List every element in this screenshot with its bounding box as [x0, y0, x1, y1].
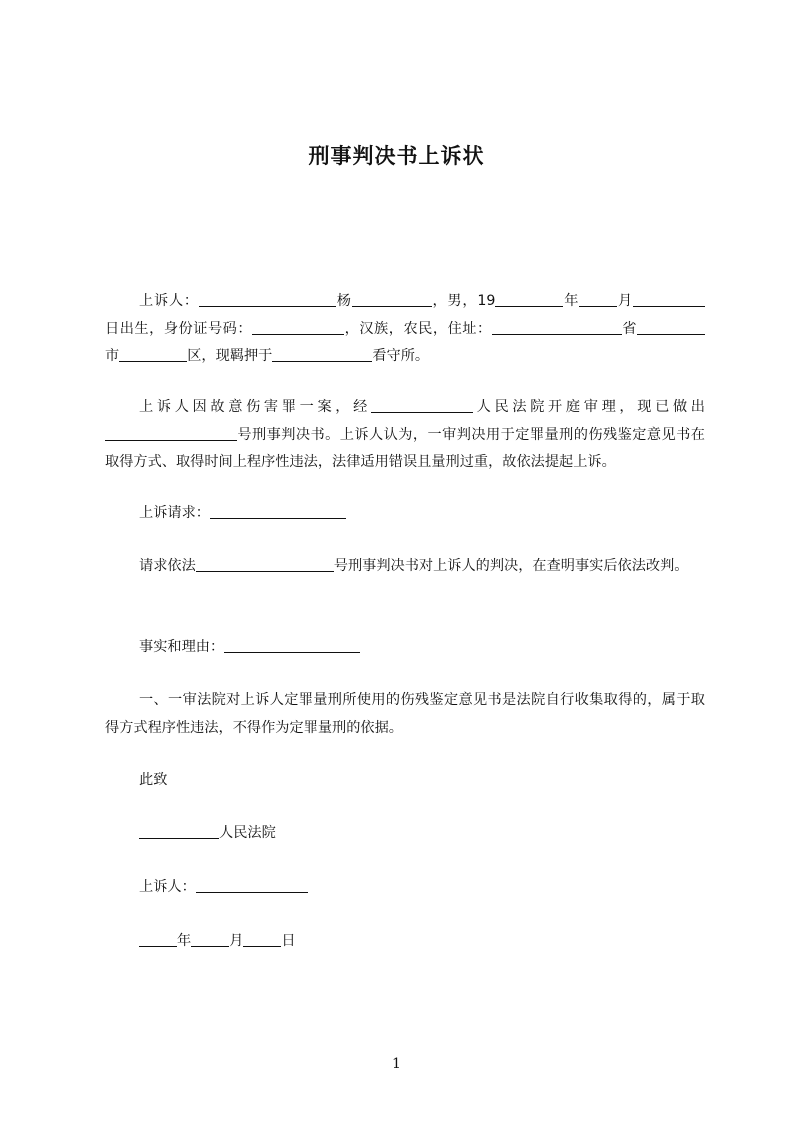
- blank-given-name[interactable]: [352, 291, 432, 307]
- case-intro-paragraph: [105, 394, 705, 477]
- text-month: 月: [229, 933, 244, 949]
- text-city: 市: [105, 348, 120, 364]
- text-year: 年: [563, 293, 580, 309]
- blank-birth-day[interactable]: [633, 291, 705, 307]
- text-court-trial: 人民法院开庭审理，现已做出: [473, 399, 705, 415]
- blank-month[interactable]: [191, 931, 229, 947]
- text-appeal-request-label: 上诉请求：: [139, 505, 210, 521]
- text-day: 日: [281, 933, 296, 949]
- blank-facts[interactable]: [224, 637, 360, 653]
- date-line: [105, 928, 705, 956]
- text-gender-birth: ，男，19: [431, 293, 496, 309]
- salutation: 此致: [139, 772, 168, 788]
- blank-birth-year[interactable]: [495, 291, 563, 307]
- signature-line: [105, 874, 705, 902]
- blank-id-number[interactable]: [252, 319, 344, 335]
- appellant-info-paragraph: [105, 288, 705, 371]
- text-detention: 区，现羁押于: [187, 348, 273, 364]
- text-signature-label: 上诉人：: [139, 879, 196, 895]
- text-judgment-argument: 号刑事判决书。上诉人认为，一审判决用于定罪量刑的伤残鉴定意见书在取得方式、取得时间上程序性违法，法律适用错误且量刑过重，故依法提起上诉。: [105, 426, 705, 470]
- text-request-end: 号刑事判决书对上诉人的判决，在查明事实后依法改判。: [333, 558, 689, 574]
- court-line: [105, 820, 705, 848]
- blank-address[interactable]: [492, 319, 622, 335]
- blank-year[interactable]: [139, 931, 177, 947]
- text-case-start: 上诉人因故意伤害罪一案，经: [139, 399, 371, 415]
- text-province: 省: [621, 320, 637, 337]
- text-birth-id: 日出生，身份证号码：: [105, 320, 253, 337]
- blank-signature[interactable]: [196, 877, 308, 893]
- page-number: 1: [392, 1056, 401, 1072]
- request-paragraph: [105, 553, 705, 581]
- text-request-start: 请求依法: [139, 558, 196, 574]
- blank-request-judgment-number[interactable]: [196, 556, 334, 572]
- text-court-suffix: 人民法院: [219, 825, 276, 841]
- blank-day[interactable]: [243, 931, 281, 947]
- blank-district[interactable]: [119, 346, 187, 362]
- blank-trial-court[interactable]: [371, 397, 473, 413]
- blank-appellant-name[interactable]: [199, 291, 336, 307]
- blank-detention-center[interactable]: [272, 346, 372, 362]
- text-appellant-label: 上诉人：: [139, 293, 199, 309]
- appeal-request-heading: [105, 500, 705, 528]
- blank-city[interactable]: [637, 319, 705, 335]
- text-year: 年: [177, 933, 192, 949]
- text-month: 月: [617, 293, 633, 309]
- text-surname: 杨: [335, 293, 352, 309]
- blank-judgment-number[interactable]: [105, 425, 237, 441]
- text-detention-center: 看守所。: [372, 348, 430, 364]
- document-title: 刑事判决书上诉状: [308, 144, 485, 168]
- reason-one-paragraph: 一、一审法院对上诉人定罪量刑所使用的伤残鉴定意见书是法院自行收集取得的，属于取得方式程序性违法，不得作为定罪量刑的依据。: [105, 692, 705, 736]
- text-ethnic-address: ，汉族，农民，住址：: [344, 320, 492, 337]
- blank-birth-month[interactable]: [579, 291, 617, 307]
- facts-heading: [105, 634, 705, 662]
- blank-appeal-court[interactable]: [139, 823, 219, 839]
- text-facts-label: 事实和理由：: [139, 639, 225, 655]
- blank-appeal-request[interactable]: [210, 503, 346, 519]
